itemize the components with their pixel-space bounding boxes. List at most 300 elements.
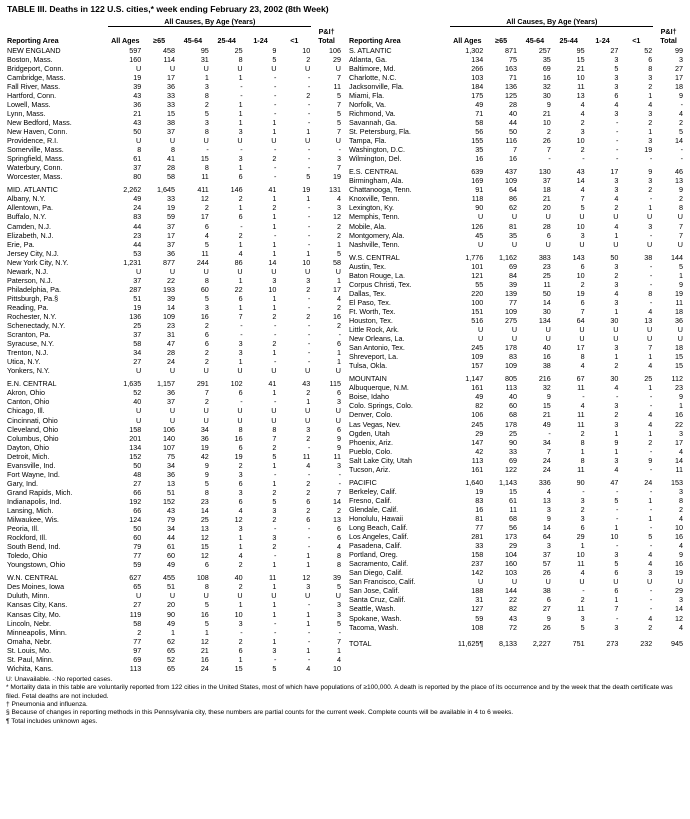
cell-value: 281: [471, 532, 484, 542]
city-label: San Antonio, Tex.: [349, 343, 405, 353]
cell-pi-total: U: [335, 366, 341, 376]
cell-value: 24: [542, 455, 551, 465]
cell-value: 48: [133, 469, 142, 479]
cell-value: 3: [306, 275, 311, 285]
cell-value: 126: [471, 221, 484, 231]
cell-pi-total: 9: [679, 185, 683, 195]
cell-value: 22: [167, 275, 176, 285]
cell-value: 49: [475, 392, 484, 402]
cell-value: U: [511, 325, 518, 335]
table-row: [348, 595, 684, 604]
cell-value: 19: [576, 288, 585, 298]
cell-value: 4: [614, 194, 619, 204]
cell-value: U: [169, 591, 176, 601]
cell-value: 158: [129, 424, 142, 434]
cell-value: 152: [129, 451, 142, 461]
col-1-24: 1-24: [595, 35, 610, 45]
cell-value: 5: [204, 600, 209, 610]
cell-value: 1: [238, 118, 243, 128]
cell-value: 6: [546, 230, 551, 240]
cell-value: -: [649, 446, 653, 456]
cell-value: 1: [648, 513, 653, 523]
cell-value: 2: [580, 504, 585, 514]
cell-pi-total: 46: [675, 167, 683, 177]
region-label: NEW ENGLAND: [7, 45, 61, 55]
cell-value: 2: [204, 321, 209, 331]
table-row: [348, 429, 684, 438]
city-label: Milwaukee, Wis.: [7, 515, 59, 525]
cell-value: 4: [614, 221, 619, 231]
cell-value: 67: [576, 374, 585, 384]
cell-value: 1: [272, 212, 277, 222]
cell-pi-total: 9: [679, 279, 683, 289]
cell-value: 21: [542, 108, 551, 118]
cell-value: 3: [546, 504, 551, 514]
col-1-24: 1-24: [253, 35, 268, 45]
city-label: Memphis, Tenn.: [349, 212, 400, 222]
cell-value: 125: [505, 90, 518, 100]
cell-value: 8: [648, 63, 653, 73]
cell-value: 2: [238, 636, 243, 646]
cell-value: 1: [238, 163, 243, 173]
city-label: Peoria, Ill.: [7, 524, 39, 534]
cell-value: 3: [648, 136, 653, 146]
cell-pi-total: 11: [333, 451, 341, 461]
city-label: Honolulu, Hawaii: [349, 513, 403, 523]
city-label: New Bedford, Mass.: [7, 118, 72, 128]
cell-value: 102: [230, 379, 243, 389]
col-65plus: ≥65: [153, 35, 166, 45]
city-label: Waterbury, Conn.: [7, 163, 63, 173]
cell-pi-total: 9: [679, 392, 683, 402]
city-label: Springfield, Mass.: [7, 154, 65, 164]
city-label: Detroit, Mich.: [7, 451, 50, 461]
cell-value: -: [240, 145, 243, 155]
cell-value: -: [274, 145, 277, 155]
cell-value: 16: [542, 72, 551, 82]
cell-value: 4: [648, 559, 653, 569]
city-label: Canton, Ohio: [7, 397, 50, 407]
cell-value: 2: [272, 339, 277, 349]
cell-pi-total: 4: [679, 446, 683, 456]
cell-value: 29: [475, 428, 484, 438]
cell-pi-total: 1: [337, 239, 341, 249]
table-row: [6, 154, 342, 163]
cell-value: 8: [272, 424, 277, 434]
cell-value: U: [271, 415, 277, 425]
cell-pi-total: 4: [679, 108, 683, 118]
footnote-4: ¶ Total includes unknown ages.: [6, 717, 98, 725]
cell-pi-total: U: [677, 325, 683, 335]
table-row: [6, 551, 342, 560]
cell-value: 2: [238, 560, 243, 570]
cell-value: 3: [580, 513, 585, 523]
cell-value: 4: [648, 419, 653, 429]
cell-value: 2: [306, 433, 311, 443]
cell-value: -: [274, 90, 277, 100]
cell-value: 2: [580, 279, 585, 289]
cell-value: 41: [268, 185, 277, 195]
table-row: [6, 348, 342, 357]
cell-value: -: [274, 357, 277, 367]
city-label: New York City, N.Y.: [7, 257, 69, 267]
cell-value: U: [169, 63, 176, 73]
cell-value: U: [545, 577, 551, 587]
table-row: [348, 541, 684, 550]
cell-value: U: [579, 325, 585, 335]
table-row: [6, 379, 342, 388]
cell-value: 6: [238, 478, 243, 488]
cell-value: 7: [614, 604, 619, 614]
city-label: St. Paul, Minn.: [7, 654, 54, 664]
cell-value: -: [274, 627, 277, 637]
cell-value: 86: [509, 194, 518, 204]
cell-value: -: [307, 654, 311, 664]
cell-value: 61: [509, 495, 518, 505]
cell-value: 57: [542, 559, 551, 569]
table-row: [348, 185, 684, 194]
table-row: [348, 401, 684, 410]
cell-value: 10: [576, 136, 585, 146]
footnote-3: § Because of changes in reporting methods in this Pennsylvania city, these numbers are partial counts for the current week. Complete counts will be available in 4 to 6 weeks.: [6, 709, 514, 717]
cell-value: -: [307, 145, 311, 155]
cell-value: 5: [204, 108, 209, 118]
cell-value: 17: [200, 212, 209, 222]
cell-value: 12: [234, 515, 243, 525]
cell-value: 71: [475, 108, 484, 118]
table-row: [348, 325, 684, 334]
cell-value: 39: [133, 81, 142, 91]
cell-value: -: [307, 542, 311, 552]
cell-value: 458: [163, 45, 176, 55]
cell-value: 2: [546, 127, 551, 137]
cell-value: 49: [133, 194, 142, 204]
cell-value: 37: [133, 330, 142, 340]
cell-value: 38: [167, 118, 176, 128]
cell-value: 1: [648, 90, 653, 100]
cell-value: 21: [542, 410, 551, 420]
cell-value: 17: [167, 230, 176, 240]
cell-value: -: [307, 302, 311, 312]
cell-value: 10: [234, 609, 243, 619]
cell-pi-total: 19: [333, 172, 341, 182]
cell-value: 3: [238, 524, 243, 534]
cell-value: 15: [200, 154, 209, 164]
cell-value: 3: [614, 108, 619, 118]
table-row: [6, 591, 342, 600]
cell-value: 52: [644, 45, 653, 55]
city-label: Atlanta, Ga.: [349, 54, 387, 64]
cell-pi-total: U: [335, 266, 341, 276]
cell-value: 43: [167, 505, 176, 515]
cell-value: 1: [648, 352, 653, 362]
cell-value: 50: [610, 252, 619, 262]
cell-pi-total: 15: [675, 352, 683, 362]
cell-value: 4: [648, 99, 653, 109]
cell-value: 47: [167, 339, 176, 349]
cell-value: -: [274, 618, 277, 628]
cell-value: 7: [648, 343, 653, 353]
cell-pi-total: 11: [675, 297, 683, 307]
cell-pi-total: 14: [675, 455, 683, 465]
cell-value: 33: [509, 446, 518, 456]
cell-value: U: [169, 266, 176, 276]
cell-value: 25: [542, 270, 551, 280]
cell-pi-total: 2: [337, 221, 341, 231]
deaths-table-right: [348, 17, 684, 648]
cell-value: 14: [268, 257, 277, 267]
cell-value: 9: [546, 392, 551, 402]
cell-value: 3: [648, 72, 653, 82]
city-label: Kansas City, Mo.: [7, 609, 61, 619]
city-label: Chattanooga, Tenn.: [349, 185, 412, 195]
cell-pi-total: 8: [337, 551, 341, 561]
col-65plus: ≥65: [495, 35, 508, 45]
cell-value: 36: [167, 469, 176, 479]
cell-value: 21: [200, 645, 209, 655]
cell-value: 383: [538, 252, 551, 262]
city-label: Syracuse, N.Y.: [7, 339, 55, 349]
cell-pi-total: 945: [671, 638, 683, 648]
cell-value: 28: [542, 221, 551, 231]
cell-value: -: [240, 321, 243, 331]
cell-value: 77: [133, 551, 142, 561]
cell-value: 25: [200, 515, 209, 525]
cell-value: U: [545, 239, 551, 249]
cell-value: 28: [167, 348, 176, 358]
cell-value: 39: [509, 279, 518, 289]
cell-value: 64: [576, 316, 585, 325]
col-reporting-area: Reporting Area: [349, 35, 401, 45]
cell-value: 15: [576, 54, 585, 64]
table-row: [348, 136, 684, 145]
cell-value: 597: [129, 45, 142, 55]
cell-value: 22: [234, 284, 243, 294]
cell-value: 193: [163, 284, 176, 294]
cell-value: -: [548, 428, 551, 438]
city-label: El Paso, Tex.: [349, 297, 391, 307]
cell-value: 1,640: [465, 477, 484, 487]
cell-value: U: [511, 334, 518, 344]
cell-value: U: [271, 591, 277, 601]
cell-value: 5: [614, 63, 619, 73]
cell-value: -: [274, 99, 277, 109]
cell-value: 161: [471, 464, 484, 474]
cell-value: U: [647, 212, 653, 222]
cell-value: 103: [505, 568, 518, 578]
cell-value: -: [582, 154, 585, 164]
cell-value: 8: [204, 163, 209, 173]
cell-value: 237: [471, 559, 484, 569]
cell-value: 3: [546, 541, 551, 551]
city-label: Pueblo, Colo.: [349, 446, 393, 456]
table-row: [6, 479, 342, 488]
cell-value: 56: [509, 523, 518, 533]
cell-value: 37: [133, 275, 142, 285]
cell-value: 1: [648, 428, 653, 438]
city-label: Miami, Fla.: [349, 90, 385, 100]
cell-value: 3: [204, 81, 209, 91]
table-row: [348, 550, 684, 559]
cell-value: -: [307, 81, 311, 91]
cell-value: 11: [302, 451, 311, 461]
cell-value: 34: [542, 437, 551, 447]
cell-value: 12: [200, 636, 209, 646]
cell-value: 273: [606, 638, 619, 648]
city-label: Denver, Colo.: [349, 410, 393, 420]
cell-value: 43: [133, 90, 142, 100]
cell-pi-total: 2: [337, 321, 341, 331]
cell-value: -: [307, 636, 311, 646]
cell-value: 50: [542, 288, 551, 298]
cell-pi-total: 4: [679, 513, 683, 523]
cell-value: 68: [509, 410, 518, 420]
city-label: Los Angeles, Calif.: [349, 532, 409, 542]
table-row: [6, 416, 342, 425]
cell-value: U: [237, 591, 243, 601]
city-label: Erie, Pa.: [7, 239, 35, 249]
cell-value: 49: [475, 99, 484, 109]
table-row: [348, 410, 684, 419]
cell-value: -: [274, 469, 277, 479]
cell-value: 11: [543, 279, 551, 289]
cell-pi-total: 36: [675, 316, 683, 325]
cell-pi-total: 14: [333, 496, 341, 506]
cell-pi-total: U: [677, 239, 683, 249]
cell-value: 9: [204, 469, 209, 479]
cell-value: 8: [204, 127, 209, 137]
cell-value: U: [579, 334, 585, 344]
cell-value: U: [478, 212, 484, 222]
cell-pi-total: 144: [671, 252, 683, 262]
cell-value: 15: [234, 663, 243, 673]
table-row: [348, 478, 684, 487]
cell-pi-total: 7: [337, 487, 341, 497]
cell-value: 4: [580, 401, 585, 411]
cell-pi-total: 18: [675, 343, 683, 353]
region-label: S. ATLANTIC: [349, 45, 392, 55]
table-row: [348, 568, 684, 577]
cell-value: 4: [238, 551, 243, 561]
table-row: [6, 46, 342, 55]
cell-value: 134: [538, 316, 551, 325]
cell-value: U: [136, 136, 142, 146]
cell-value: 8: [238, 424, 243, 434]
cell-value: 3: [614, 176, 619, 186]
cell-value: 1: [238, 275, 243, 285]
cell-value: 58: [475, 118, 484, 128]
cell-value: 19: [644, 145, 653, 155]
page-title: TABLE III. Deaths in 122 U.S. cities,* week ending February 23, 2002 (8th Week): [7, 4, 329, 14]
cell-value: 143: [572, 252, 585, 262]
cell-value: 8: [204, 275, 209, 285]
cell-pi-total: 1: [337, 357, 341, 367]
city-label: New Orleans, La.: [349, 334, 405, 344]
cell-value: U: [136, 415, 142, 425]
cell-value: 6: [238, 388, 243, 398]
cell-pi-total: 153: [671, 477, 683, 487]
cell-pi-total: 2: [337, 230, 341, 240]
cell-pi-total: 112: [671, 374, 683, 384]
cell-value: 134: [471, 54, 484, 64]
cell-value: -: [307, 321, 311, 331]
cell-pi-total: 17: [675, 437, 683, 447]
cell-value: 160: [129, 54, 142, 64]
cell-value: 1: [306, 194, 311, 204]
cell-value: -: [274, 524, 277, 534]
cell-value: 2: [306, 478, 311, 488]
city-label: Bridgeport, Conn.: [7, 63, 64, 73]
table-row: [6, 506, 342, 515]
cell-value: 75: [167, 451, 176, 461]
cell-value: -: [649, 154, 653, 164]
cell-value: 6: [580, 297, 585, 307]
cell-value: 3: [272, 275, 277, 285]
table-row: [6, 357, 342, 366]
table-row: [348, 361, 684, 370]
cell-value: U: [511, 212, 518, 222]
city-label: Norfolk, Va.: [349, 99, 387, 109]
table-row: [6, 249, 342, 258]
cell-value: 1: [272, 600, 277, 610]
city-label: Tucson, Ariz.: [349, 464, 391, 474]
city-label: Evansville, Ind.: [7, 460, 56, 470]
cell-value: 4: [306, 663, 311, 673]
cell-value: 69: [509, 261, 518, 271]
city-label: Worcester, Mass.: [7, 172, 63, 182]
cell-value: 173: [505, 532, 518, 542]
table-row: [6, 73, 342, 82]
cell-value: 146: [230, 185, 243, 195]
cell-value: 1: [272, 560, 277, 570]
cell-value: 83: [509, 352, 518, 362]
cell-value: 2: [648, 622, 653, 632]
cell-value: 1: [306, 551, 311, 561]
cell-value: 2: [272, 442, 277, 452]
cell-value: 34: [200, 424, 209, 434]
city-label: Boise, Idaho: [349, 392, 389, 402]
table-row: [6, 497, 342, 506]
cell-value: 52: [133, 388, 142, 398]
cell-value: 2: [306, 505, 311, 515]
cell-value: -: [307, 339, 311, 349]
cell-value: 2: [204, 397, 209, 407]
cell-value: 49: [542, 419, 551, 429]
region-label: PACIFIC: [349, 477, 377, 487]
table-row: [6, 127, 342, 136]
footnotes: [6, 676, 684, 726]
table-row: [6, 560, 342, 569]
cell-value: -: [307, 469, 311, 479]
table-row: [348, 100, 684, 109]
cell-value: U: [545, 334, 551, 344]
cell-value: 5: [272, 451, 277, 461]
cell-value: 7: [204, 388, 209, 398]
cell-value: 16: [234, 433, 243, 443]
cell-pi-total: 2: [679, 118, 683, 128]
cell-value: -: [240, 221, 243, 231]
cell-value: 6: [306, 515, 311, 525]
cell-value: U: [271, 406, 277, 416]
col-under1: <1: [290, 35, 299, 45]
cell-value: 5: [648, 532, 653, 542]
table-row: [348, 343, 684, 352]
cell-value: 91: [475, 185, 484, 195]
cell-value: 6: [580, 261, 585, 271]
table-row: [348, 280, 684, 289]
city-label: Wilmington, Del.: [349, 154, 402, 164]
cell-value: 15: [167, 108, 176, 118]
